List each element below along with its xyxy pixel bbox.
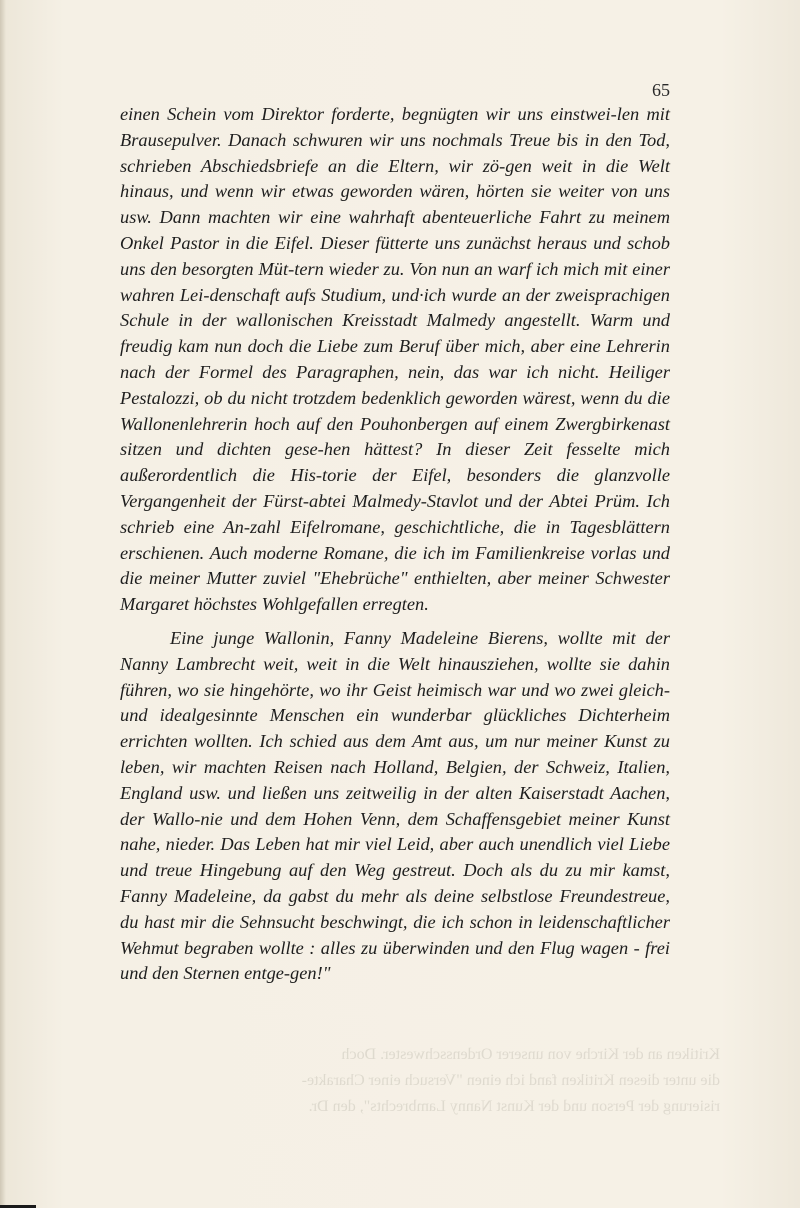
- paragraph: Eine junge Wallonin, Fanny Madeleine Bierens, wollte mit der Nanny Lambrecht weit, weit in die Welt hinausziehen, wollte sie dahin führen, wo sie hingehörte, wo ihr Geist heimisch war und wo zwei gleich- und idealgesinnte Menschen ein wunderbar glückliches Dichterheim errichten wollten. Ich schied aus dem Amt aus, um nur meiner Kunst zu leben, wir machten Reisen nach Holland, Belgien, der Schweiz, Italien, England usw. und ließen uns zeitweilig in der alten Kaiserstadt Aachen, der Wallo-nie und dem Hohen Venn, dem Schaffensgebiet meiner Kunst nahe, nieder. Das Leben hat mir viel Leid, aber auch unendlich viel Liebe und treue Hingebung auf den Weg gestreut. Doch als du zu mir kamst, Fanny Madeleine, da gabst du mehr als deine selbstlose Freundestreue, du hast mir die Sehnsucht beschwingt, die ich schon in leidenschaftlicher Wehmut begraben wollte : alles zu überwinden und den Flug wagen - frei und den Sternen entge-gen!": [120, 627, 670, 984]
- body-text: [120, 102, 670, 987]
- page-number: 65: [652, 80, 670, 100]
- page-edge-shadow: [0, 0, 6, 1208]
- bleed-through-line: risierung der Person und der Kunst Nanny Lambrechts", den Dr.: [308, 1098, 720, 1115]
- bleed-through-line: die unter diesen Kritiken fand ich einen "Versuch einer Charakte-: [301, 1072, 720, 1089]
- paragraph: einen Schein vom Direktor forderte, begnügten wir uns einstwei-len mit Brausepulver. Danach schwuren wir uns nochmals Treue bis in den Tod, schrieben Abschiedsbriefe an die Eltern, wir zö-gen weit in die Welt hinaus, und wenn wir etwas geworden wären, hörten sie weiter von uns usw. Dann machten wir eine wahrhaft abenteuerliche Fahrt zu meinem Onkel Pastor in die Eifel. Dieser fütterte uns zunächst heraus und schob uns den besorgten Müt-tern wieder zu. Von nun an warf ich mich mit einer wahren Lei-denschaft aufs Studium, und·ich wurde an der zweisprachigen Schule in der wallonischen Kreisstadt Malmedy angestellt. Warm und freudig kam nun doch die Liebe zum Beruf über mich, aber eine Lehrerin nach der Formel des Paragraphen, nein, das war ich nicht. Heiliger Pestalozzi, ob du nicht trotzdem bedenklich geworden wärest, wenn du die Wallonenlehrerin hoch auf den Pouhonbergen auf einem Zwergbirkenast sitzen und dichten gese-hen hättest? In dieser Zeit fesselte mich außerordentlich die His-torie der Eifel, besonders die glanzvolle Vergangenheit der Fürst-abtei Malmedy-Stavlot und der Abtei Prüm. Ich schrieb eine An-zahl Eifelromane, geschichtliche, die in Tagesblättern erschienen. Auch moderne Romane, die ich im Familienkreise vorlas und die meiner Mutter zuviel "Ehebrüche" enthielten, aber meiner Schwester Margaret höchstes Wohlgefallen erregten.: [120, 104, 670, 615]
- bleed-through-text: [80, 1042, 720, 1120]
- bleed-through-line: Kritiken an der Kirche von unserer Ordensschwester. Doch: [341, 1046, 720, 1063]
